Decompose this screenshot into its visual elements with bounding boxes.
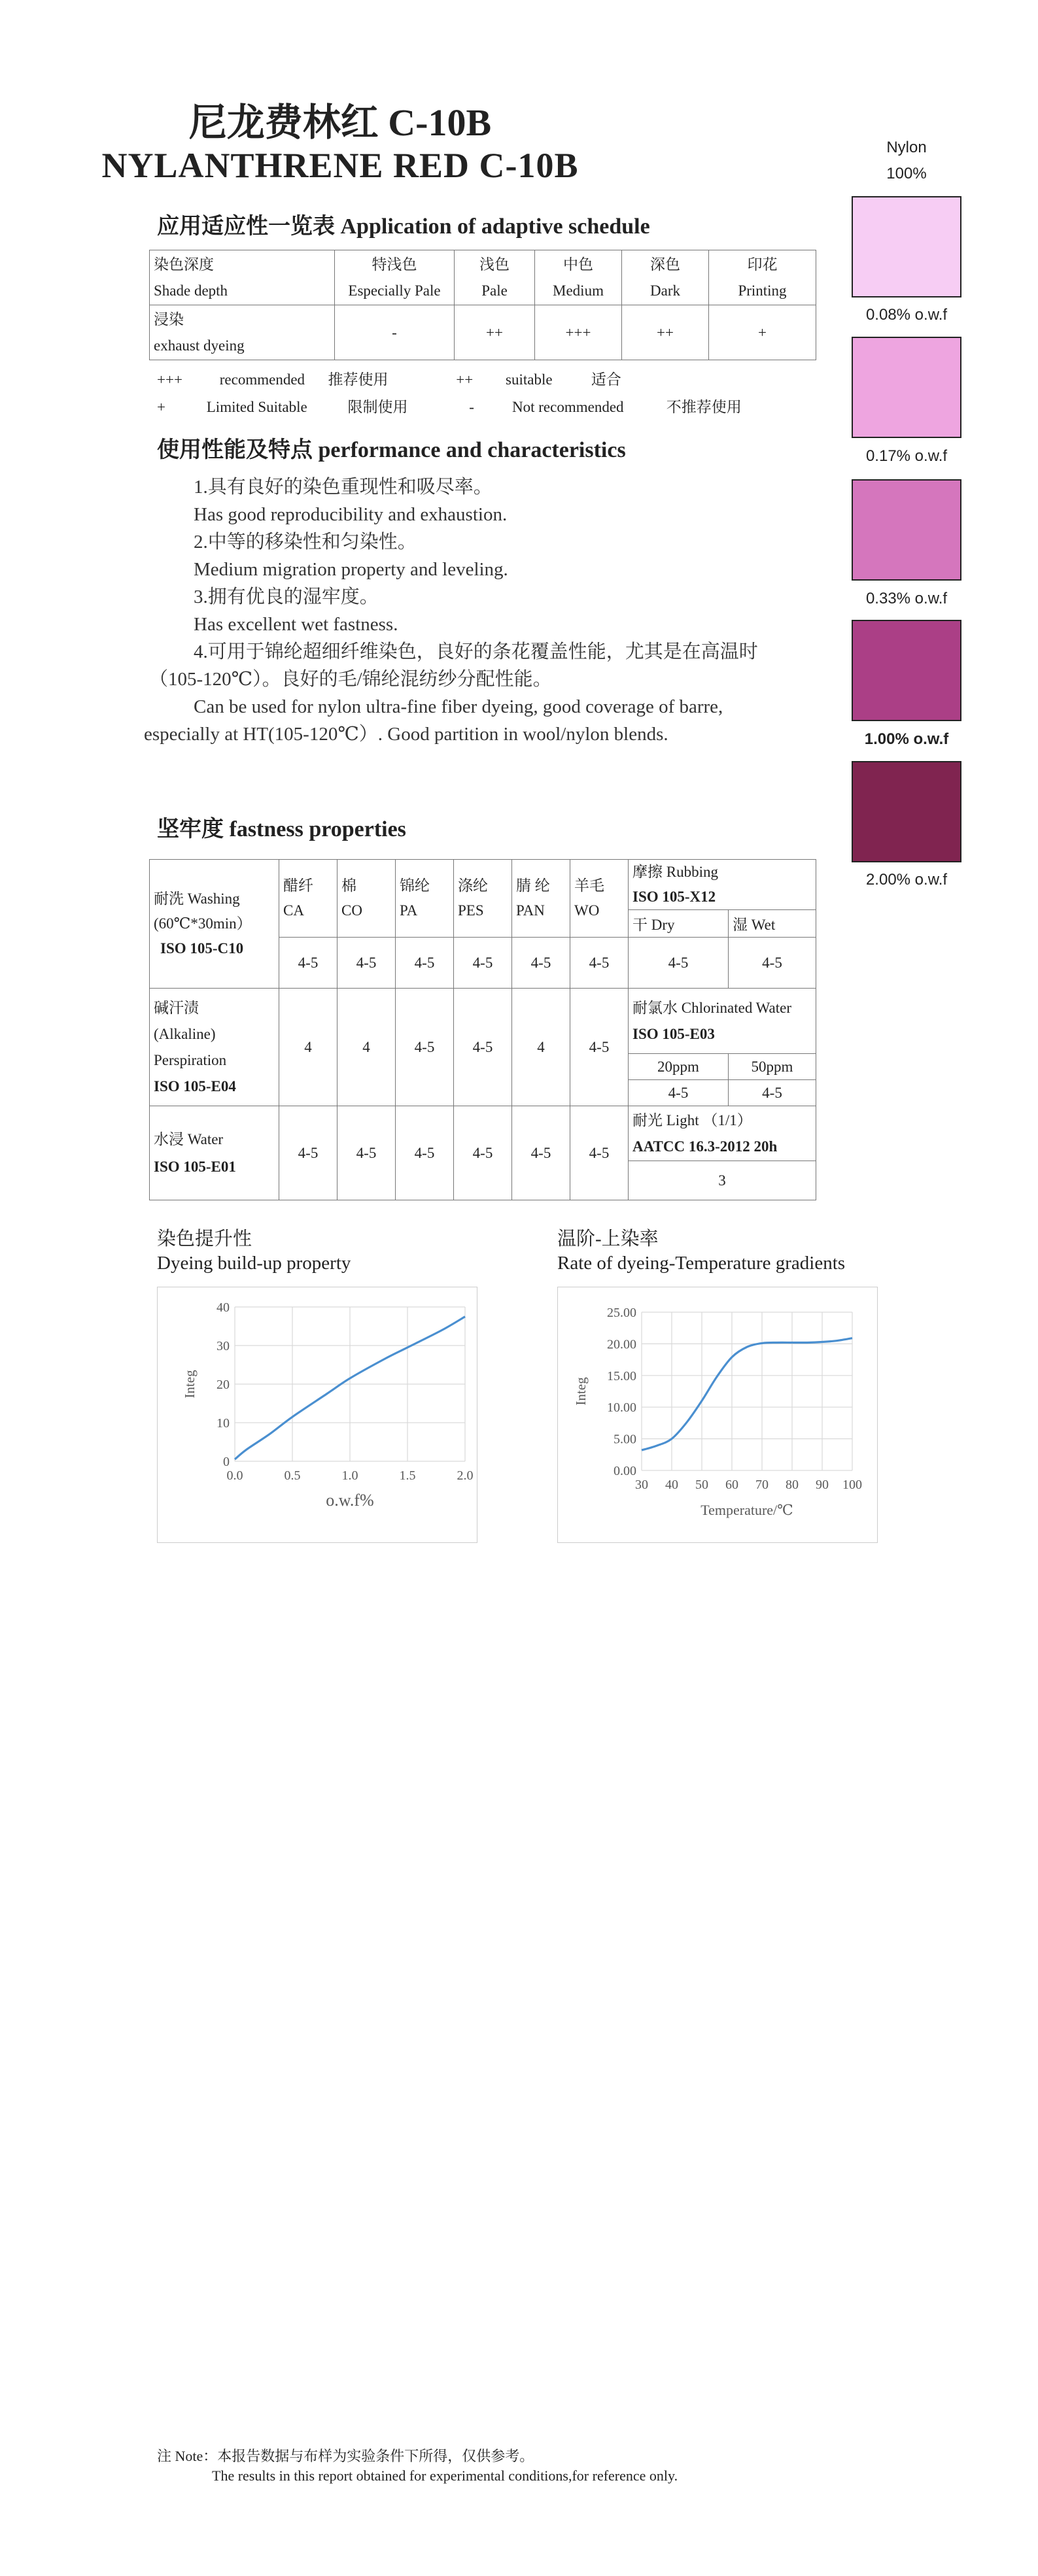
legend-row-1 <box>157 367 621 389</box>
fiber-co <box>337 860 396 938</box>
washing-l2: (60℃*30min） <box>154 915 252 932</box>
washing-wo: 4-5 <box>570 938 629 989</box>
fiber-pa <box>396 860 454 938</box>
perspiration-label <box>150 989 279 1106</box>
chlorinated-50ppm: 50ppm <box>729 1054 816 1080</box>
perf-line-5: 3.拥有优良的湿牢度。 <box>194 586 379 607</box>
temperature-xlabel: Temperature/℃ <box>701 1502 793 1518</box>
shade-depth-en: Shade depth <box>154 282 228 299</box>
washing-std: ISO 105-C10 <box>160 940 244 957</box>
perf-line-6: Has excellent wet fastness. <box>194 614 398 635</box>
perf-line-10: especially at HT(105-120℃）. Good partition in wool/nylon blends. <box>144 724 668 745</box>
rubbing-title: 摩擦 Rubbing <box>632 864 718 880</box>
temperature-title-cn: 温阶-上染率 <box>557 1229 659 1249</box>
temperature-xtick: 80 <box>786 1478 799 1492</box>
temperature-ytick: 20.00 <box>607 1337 636 1352</box>
fastness-table <box>149 859 816 1200</box>
temperature-ytick: 0.00 <box>614 1464 636 1478</box>
washing-ca: 4-5 <box>279 938 337 989</box>
washing-pan: 4-5 <box>512 938 570 989</box>
fiber-co-cn: 棉 <box>341 877 356 894</box>
swatch-5-label: 2.00% o.w.f <box>865 871 948 889</box>
col-especially-pale <box>335 250 455 305</box>
legend-cn-not-recommended: 不推荐使用 <box>666 399 742 415</box>
fiber-pes <box>454 860 512 938</box>
chlorinated-title: 耐氯水 Chlorinated Water <box>632 999 792 1016</box>
fiber-pan-cn: 腈 纶 <box>516 877 550 894</box>
col-medium-cn: 中色 <box>563 256 593 273</box>
temperature-ytick: 15.00 <box>607 1368 636 1383</box>
perf-line-3: 2.中等的移染性和匀染性。 <box>194 532 417 552</box>
perspiration-ca: 4 <box>279 989 337 1106</box>
col-especially-pale-cn: 特浅色 <box>372 256 417 273</box>
swatch-5 <box>852 761 961 862</box>
buildup-ylabel: Integ <box>182 1370 198 1398</box>
legend-cn-limited: 限制使用 <box>347 399 408 415</box>
rating-pale: ++ <box>455 305 535 360</box>
buildup-xtick: 1.5 <box>399 1468 416 1483</box>
buildup-xlabel: o.w.f% <box>326 1491 374 1510</box>
temperature-xtick: 40 <box>665 1478 678 1492</box>
swatch-2-label: 0.17% o.w.f <box>865 447 948 465</box>
col-especially-pale-en: Especially Pale <box>348 282 441 299</box>
legend-sym-not-recommended: - <box>469 399 474 415</box>
page-title-en: NYLANTHRENE RED C-10B <box>101 146 579 185</box>
note-en: The results in this report obtained for experimental conditions,for reference only. <box>212 2467 678 2484</box>
water-label <box>150 1106 279 1200</box>
perf-line-4: Medium migration property and leveling. <box>194 559 508 580</box>
temperature-xtick: 30 <box>635 1478 648 1492</box>
fiber-pa-cn: 锦纶 <box>400 877 430 894</box>
fiber-pes-cn: 涤纶 <box>458 877 488 894</box>
water-pa: 4-5 <box>396 1106 454 1200</box>
swatch-4-label: 1.00% o.w.f <box>864 730 949 748</box>
swatch-header: Nylon <box>886 139 927 156</box>
col-medium <box>535 250 622 305</box>
swatch-1-label: 0.08% o.w.f <box>865 306 948 324</box>
perf-line-2: Has good reproducibility and exhaustion. <box>194 504 508 525</box>
buildup-ytick: 40 <box>216 1300 230 1315</box>
perspiration-pa: 4-5 <box>396 989 454 1106</box>
temperature-xtick: 70 <box>755 1478 769 1492</box>
legend-cn-suitable: 适合 <box>591 371 621 388</box>
buildup-ytick: 10 <box>216 1416 230 1431</box>
temperature-xtick: 90 <box>816 1478 829 1492</box>
temperature-ytick: 5.00 <box>614 1432 636 1447</box>
buildup-xtick: 1.0 <box>341 1468 358 1483</box>
performance-text <box>144 473 837 748</box>
legend-sym-suitable: ++ <box>456 371 474 388</box>
water-pes: 4-5 <box>454 1106 512 1200</box>
swatch-1 <box>852 196 961 297</box>
water-co: 4-5 <box>337 1106 396 1200</box>
exhaust-dyeing-cn: 浸染 <box>154 311 184 328</box>
temperature-xtick: 100 <box>842 1478 862 1492</box>
buildup-title-en: Dyeing build-up property <box>157 1253 351 1274</box>
note-cn: 注 Note：本报告数据与布样为实验条件下所得，仅供参考。 <box>157 2448 534 2464</box>
swatch-2 <box>852 337 961 438</box>
washing-pes: 4-5 <box>454 938 512 989</box>
page-title-cn: 尼龙费林红 C-10B <box>188 101 492 144</box>
shade-depth-header <box>150 250 335 305</box>
temperature-ytick: 10.00 <box>607 1400 636 1415</box>
col-printing <box>709 250 816 305</box>
perspiration-l2: (Alkaline) <box>154 1025 216 1042</box>
light-label <box>629 1106 816 1161</box>
temperature-xtick: 50 <box>695 1478 708 1492</box>
col-medium-en: Medium <box>553 282 604 299</box>
chlorinated-20ppm-value: 4-5 <box>629 1080 729 1106</box>
rubbing-wet-value: 4-5 <box>729 938 816 989</box>
washing-label <box>150 860 279 989</box>
rubbing-std: ISO 105-X12 <box>632 889 716 905</box>
buildup-chart-frame <box>157 1287 477 1543</box>
exhaust-dyeing-en: exhaust dyeing <box>154 337 245 354</box>
buildup-chart <box>158 1287 478 1544</box>
washing-pa: 4-5 <box>396 938 454 989</box>
fiber-ca-cn: 醋纤 <box>283 877 313 894</box>
rating-medium: +++ <box>535 305 622 360</box>
chlorinated-20ppm: 20ppm <box>629 1054 729 1080</box>
rubbing-dry-value: 4-5 <box>629 938 729 989</box>
fiber-pes-en: PES <box>458 902 484 919</box>
perf-line-7: 4.可用于锦纶超细纤维染色，良好的条花覆盖性能，尤其是在高温时 <box>194 641 758 662</box>
fiber-pa-en: PA <box>400 902 418 919</box>
temperature-chart-frame <box>557 1287 878 1543</box>
col-dark <box>622 250 709 305</box>
temperature-ytick: 25.00 <box>607 1306 636 1320</box>
legend-cn-recommended: 推荐使用 <box>328 371 389 388</box>
temperature-title-en: Rate of dyeing-Temperature gradients <box>557 1253 846 1274</box>
perspiration-pes: 4-5 <box>454 989 512 1106</box>
col-pale-cn: 浅色 <box>479 256 510 273</box>
col-printing-en: Printing <box>738 282 787 299</box>
water-ca: 4-5 <box>279 1106 337 1200</box>
chlorinated-std: ISO 105-E03 <box>632 1025 715 1042</box>
perspiration-l1: 碱汗渍 <box>154 999 199 1016</box>
buildup-ytick: 0 <box>223 1455 230 1469</box>
col-pale-en: Pale <box>481 282 508 299</box>
fastness-heading: 坚牢度 fastness properties <box>157 817 406 841</box>
temperature-ylabel: Integ <box>573 1377 589 1406</box>
buildup-ytick: 30 <box>216 1339 230 1353</box>
col-dark-en: Dark <box>650 282 680 299</box>
col-printing-cn: 印花 <box>747 256 778 273</box>
temperature-series-line <box>642 1338 852 1450</box>
temperature-xtick: 60 <box>725 1478 738 1492</box>
chlorinated-label <box>629 989 816 1054</box>
perspiration-co: 4 <box>337 989 396 1106</box>
col-pale <box>455 250 535 305</box>
exhaust-dyeing-label <box>150 305 335 360</box>
water-wo: 4-5 <box>570 1106 629 1200</box>
performance-heading: 使用性能及特点 performance and characteristics <box>157 438 626 462</box>
fiber-wo-en: WO <box>574 902 600 919</box>
water-std: ISO 105-E01 <box>154 1158 236 1175</box>
legend-en-limited: Limited Suitable <box>206 399 307 415</box>
perspiration-std: ISO 105-E04 <box>154 1077 236 1094</box>
perspiration-wo: 4-5 <box>570 989 629 1106</box>
col-dark-cn: 深色 <box>650 256 680 273</box>
washing-l1: 耐洗 Washing <box>154 890 240 907</box>
rating-printing: + <box>709 305 816 360</box>
legend-en-not-recommended: Not recommended <box>512 399 624 415</box>
fiber-pan <box>512 860 570 938</box>
rating-dark: ++ <box>622 305 709 360</box>
legend-row-2 <box>157 395 742 416</box>
temperature-chart <box>558 1287 878 1544</box>
light-std: AATCC 16.3-2012 20h <box>632 1138 778 1155</box>
fiber-wo-cn: 羊毛 <box>574 877 604 894</box>
legend-sym-recommended: +++ <box>157 371 182 388</box>
fiber-wo <box>570 860 629 938</box>
swatch-header-2: 100% <box>886 165 927 182</box>
light-value: 3 <box>629 1161 816 1200</box>
buildup-xtick: 0.5 <box>284 1468 301 1483</box>
legend-sym-limited: + <box>157 399 165 415</box>
fiber-co-en: CO <box>341 902 362 919</box>
swatch-3-label: 0.33% o.w.f <box>865 590 948 607</box>
application-table <box>149 250 816 360</box>
light-title: 耐光 Light （1/1） <box>632 1111 752 1128</box>
washing-co: 4-5 <box>337 938 396 989</box>
rubbing-label <box>629 860 816 910</box>
rating-especially-pale: - <box>335 305 455 360</box>
chlorinated-50ppm-value: 4-5 <box>729 1080 816 1106</box>
buildup-xtick: 2.0 <box>457 1468 474 1483</box>
buildup-ytick: 20 <box>216 1378 230 1392</box>
rubbing-wet-label: 湿 Wet <box>729 910 816 938</box>
perf-line-9: Can be used for nylon ultra-fine fiber dyeing, good coverage of barre, <box>194 696 723 717</box>
shade-depth-cn: 染色深度 <box>154 256 214 273</box>
water-l1: 水浸 Water <box>154 1130 224 1147</box>
perspiration-pan: 4 <box>512 989 570 1106</box>
fiber-pan-en: PAN <box>516 902 545 919</box>
perspiration-l3: Perspiration <box>154 1051 227 1068</box>
water-pan: 4-5 <box>512 1106 570 1200</box>
rubbing-dry-label: 干 Dry <box>629 910 729 938</box>
legend-en-suitable: suitable <box>506 371 553 388</box>
swatch-4 <box>852 620 961 721</box>
swatch-3 <box>852 479 961 581</box>
buildup-xtick: 0.0 <box>226 1468 243 1483</box>
fiber-ca-en: CA <box>283 902 304 919</box>
legend-en-recommended: recommended <box>219 371 305 388</box>
perf-line-8: （105-120℃）。良好的毛/锦纶混纺纱分配性能。 <box>149 669 552 690</box>
perf-line-1: 1.具有良好的染色重现性和吸尽率。 <box>194 477 493 498</box>
application-heading: 应用适应性一览表 Application of adaptive schedule <box>157 214 650 239</box>
fiber-ca <box>279 860 337 938</box>
buildup-title-cn: 染色提升性 <box>157 1229 252 1249</box>
